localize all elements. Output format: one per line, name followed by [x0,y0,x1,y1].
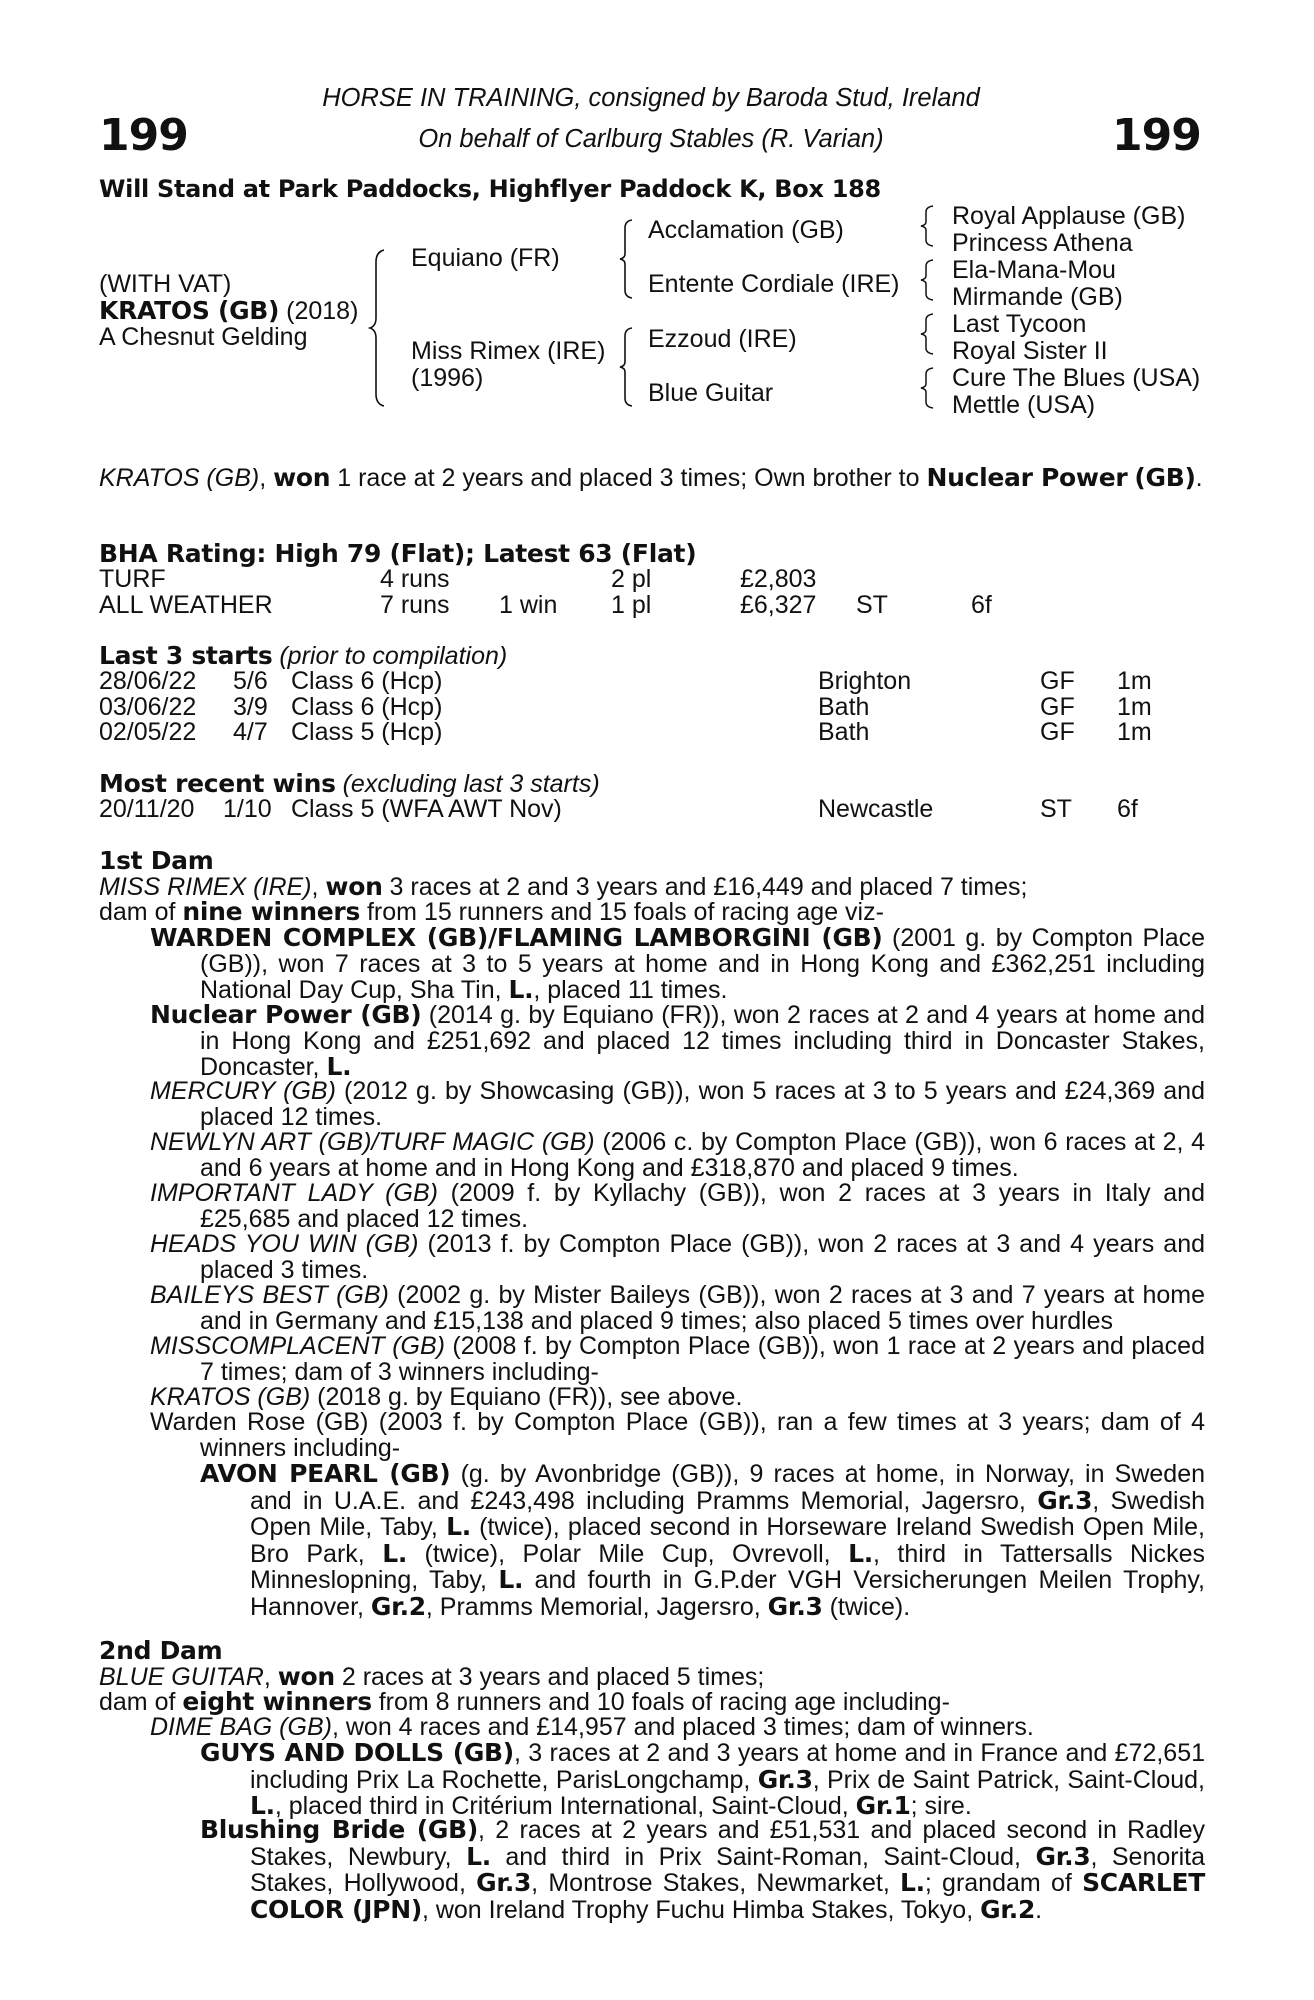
start-date: 02/05/22 [99,718,197,747]
produce-name: Blushing Bride (GB) [200,1815,479,1844]
summary-horse: KRATOS (GB) [99,464,260,492]
recent-table [99,797,1209,823]
dam2-grandproduce-2 [200,1817,1205,1923]
group-mark: Gr.3 [476,1868,532,1898]
recent-note: (excluding last 3 starts) [335,770,600,798]
produce-record: (2014 g. by Equiano (FR)), won 2 races at 2 and 4 years at home and in Hong Kong and £251,692 and placed 12 times including third in Doncaster Stakes, Doncaster, [200,1001,1205,1082]
rating-table [99,567,1209,618]
dam2-name: BLUE GUITAR [99,1663,264,1691]
group-mark: Gr.3 [1037,1485,1093,1515]
produce-record-end: (twice). [822,1592,911,1621]
listed-mark: L. [508,975,534,1005]
lot-number-right: 199 [1112,110,1201,161]
brace-sire [620,218,636,300]
produce-record: , Senorita Stakes, Hollywood, [250,1842,1205,1898]
summary-end: . [1195,464,1203,492]
start-class: Class 5 (Hcp) [291,718,443,747]
produce-record: (2009 f. by Kyllachy (GB)), won 2 races at 3 years in Italy and £25,685 and placed 12 times. [200,1179,1205,1233]
dam-year: (1996) [411,364,484,392]
group-mark: Gr.3 [757,1764,813,1794]
sire-name: Equiano (FR) [411,244,560,272]
listed-mark: L. [446,1512,471,1542]
start-class: Class 6 (Hcp) [291,692,443,721]
rating-runs: 4 runs [380,565,450,593]
produce-record: , Pramms Memorial, Jagersro, [425,1592,768,1621]
produce-record: , Montrose Stakes, Newmarket, [531,1869,901,1898]
rating-placed: 2 pl [611,565,652,593]
last3-title: Last 3 starts [99,641,273,670]
horse-description: A Chesnut Gelding [99,323,308,351]
produce-record: (2002 g. by Mister Baileys (GB)), won 2 races at 3 and 7 years at home and in Germany and £15,138 and placed 9 times; also placed 5 times over hurdles [200,1281,1205,1335]
dam1-line1: MISS RIMEX (IRE), won 3 races at 2 and 3 years and £16,449 and placed 7 times; [99,872,1028,901]
produce-record: ; grandam of [924,1869,1083,1898]
rating-placed: 1 pl [611,590,652,619]
dam2-foals: from 8 runners and 10 foals of racing age including- [371,1688,950,1716]
recent-title: Most recent wins [99,769,336,798]
listed-mark: L. [250,1791,275,1821]
produce-record: (twice), Polar Mile Cup, Ovrevoll, [407,1539,849,1568]
rating-row-aw [99,590,1209,619]
dam2-record: 2 races at 3 years and placed 5 times; [334,1663,765,1691]
gen3-4: Mirmande (GB) [952,283,1123,311]
produce-5 [150,1181,1205,1232]
produce-record: , Prix de Saint Patrick, Saint-Cloud, [812,1765,1205,1794]
produce-name: KRATOS (GB) [150,1383,311,1411]
start-going: GF [1040,718,1075,747]
last3-table [99,669,1209,746]
group-mark: Gr.3 [767,1591,823,1621]
produce-9 [150,1385,742,1411]
start-going: GF [1040,667,1075,695]
start-date: 28/06/22 [99,667,197,695]
dam1-damof: dam of [99,898,183,926]
win-going: ST [1040,795,1072,823]
rating-runs: 7 runs [380,590,450,619]
horse-title [99,298,358,325]
win-course: Newcastle [818,795,934,823]
group-mark: Gr.2 [370,1591,426,1621]
produce-record: and third in Prix Saint-Roman, Saint-Cloud, [490,1842,1036,1871]
dam1-winners: nine winners [182,897,361,926]
produce-name: NEWLYN ART (GB)/TURF MAGIC (GB) [150,1128,595,1156]
produce-record-end: , placed 11 times. [533,976,728,1005]
produce-record: , won Ireland Trophy Fuchu Himba Stakes, Tokyo, [421,1895,981,1924]
brace-dam [620,326,636,408]
produce-8 [150,1334,1205,1385]
start-position: 4/7 [233,718,268,747]
location-line: Will Stand at Park Paddocks, Highflyer Paddock K, Box 188 [99,175,881,203]
sire-dam: Entente Cordiale (IRE) [648,270,900,298]
produce-name: Nuclear Power (GB) [150,1000,422,1029]
dam1-title: 1st Dam [99,846,214,875]
dam2-line1: BLUE GUITAR, won 2 races at 3 years and placed 5 times; [99,1662,765,1691]
group-mark: Gr.3 [1035,1841,1091,1871]
consignor-line: HORSE IN TRAINING, consigned by Baroda Stud, Ireland [322,84,980,112]
win-distance: 6f [1117,795,1138,823]
gen3-6: Royal Sister II [952,337,1108,365]
group-mark: Gr.1 [855,1791,911,1821]
gen3-2: Princess Athena [952,229,1133,257]
produce-record: , won 4 races and £14,957 and placed 3 times; dam of winners. [331,1713,1034,1741]
rating-title: BHA Rating: High 79 (Flat); Latest 63 (Flat) [99,539,697,568]
produce-6 [150,1232,1205,1283]
start-distance: 1m [1117,692,1152,721]
produce-record: (2006 c. by Compton Place (GB)), won 6 races at 2, 4 and 6 years at home and in Hong Kong and £318,870 and placed 9 times. [200,1128,1205,1182]
start-distance: 1m [1117,718,1152,747]
dam1-name: MISS RIMEX (IRE) [99,873,312,901]
produce-record: (g. by Avonbridge (GB)), 9 races at home, in Norway, in Sweden and in U.A.E. and £243,498 including Pramms Memorial, Jagersro, [250,1460,1206,1515]
produce-record: (2013 f. by Compton Place (GB)), won 2 races at 3 and 4 years and placed 3 times. [200,1230,1206,1284]
produce-record: , placed third in Critérium International, Saint-Cloud, [274,1792,856,1821]
dam2-winners: eight winners [182,1687,372,1716]
start-course: Bath [818,692,870,721]
lot-number-left: 199 [99,110,188,161]
rating-surface: ALL WEATHER [99,590,273,619]
summary-text: 1 race at 2 years and placed 3 times; Own brother to [330,464,927,492]
dam2-title: 2nd Dam [99,1636,223,1665]
summary-won: won [273,463,331,492]
horse-year: (2018) [286,297,359,325]
produce-record-end: . [1035,1895,1043,1924]
summary-paragraph: KRATOS (GB), won 1 race at 2 years and placed 3 times; Own brother to Nuclear Power (GB). [99,463,1203,492]
produce-name: SCARLET COLOR (JPN) [250,1868,1205,1924]
produce-name: GUYS AND DOLLS (GB) [200,1738,514,1767]
win-date: 20/11/20 [99,795,195,823]
dam2-won: won [277,1662,335,1691]
start-position: 5/6 [233,667,268,695]
start-position: 3/9 [233,692,268,721]
produce-1 [150,925,1205,1004]
recent-row [99,797,1209,823]
start-distance: 1m [1117,667,1152,695]
gen3-7: Cure The Blues (USA) [952,364,1201,392]
dam-sire: Ezzoud (IRE) [648,325,797,353]
start-course: Bath [818,718,870,747]
produce-name: WARDEN COMPLEX (GB)/FLAMING LAMBORGINI (GB) [150,923,883,952]
produce-name: AVON PEARL (GB) [200,1459,451,1488]
gen3-1: Royal Applause (GB) [952,202,1186,230]
brace-main [370,248,390,408]
listed-mark: L. [466,1841,491,1871]
produce-record: , Swedish Open Mile, Taby, [250,1486,1205,1542]
produce-3 [150,1079,1205,1130]
produce-name: MERCURY (GB) [150,1077,336,1105]
produce-record-end: ; sire. [910,1792,972,1821]
produce-name: HEADS YOU WIN (GB) [150,1230,419,1258]
on-behalf-line: On behalf of Carlburg Stables (R. Varian) [418,125,884,153]
rating-distance: 6f [971,590,992,619]
grandproduce-1 [200,1461,1205,1621]
summary-brother-suffix: (GB) [1134,463,1196,492]
recent-heading [99,771,600,798]
gen3-5: Last Tycoon [952,310,1087,338]
dam2-line2 [99,1689,950,1716]
sire-sire: Acclamation (GB) [648,216,844,244]
produce-record: , third in Tattersalls Nickes Minneslopning, Taby, [250,1539,1206,1595]
vat-label: (WITH VAT) [99,270,232,298]
produce-name: IMPORTANT LADY (GB) [150,1179,438,1207]
produce-name: BAILEYS BEST (GB) [150,1281,389,1309]
rating-row-turf [99,567,1209,593]
last3-note: (prior to compilation) [272,642,508,670]
last3-row [99,669,1209,695]
produce-record: and fourth in G.P.der VGH Versicherungen Meilen Trophy, Hannover, [250,1566,1205,1621]
win-class: Class 5 (WFA AWT Nov) [291,795,562,823]
listed-mark: L. [498,1565,524,1595]
gen3-8: Mettle (USA) [952,391,1096,419]
dam1-won: won [325,872,383,901]
dam1-foals: from 15 runners and 15 foals of racing age viz- [360,898,884,926]
produce-name: DIME BAG (GB) [150,1713,332,1741]
group-mark: Gr.2 [980,1894,1036,1924]
rating-prize: £2,803 [740,565,817,593]
brace-gen3 [921,204,935,420]
start-course: Brighton [818,667,912,695]
last3-row [99,692,1209,721]
summary-brother: Nuclear Power [926,463,1128,492]
dam-dam: Blue Guitar [648,379,774,407]
rating-going: ST [856,590,888,619]
gen3-3: Ela-Mana-Mou [952,256,1116,284]
listed-mark: L. [326,1052,352,1082]
start-going: GF [1040,692,1075,721]
rating-surface: TURF [99,565,166,593]
dam1-record: 3 races at 2 and 3 years and £16,449 and placed 7 times; [382,873,1028,901]
produce-record: , 3 races at 2 and 3 years at home and in France and £72,651 including Prix La Rochette, ParisLongchamp, [250,1739,1205,1794]
dam1-line2 [99,899,884,926]
produce-record: (2008 f. by Compton Place (GB)), won 1 race at 2 years and placed 7 times; dam of 3 winners including- [200,1332,1205,1386]
produce-record: (2001 g. by Compton Place (GB)), won 7 races at 3 to 5 years at home and in Hong Kong and £362,251 including National Day Cup, Sha Tin, [200,924,1205,1005]
last3-row [99,720,1209,746]
horse-name: KRATOS (GB) [99,296,280,325]
rating-wins: 1 win [499,590,558,619]
start-date: 03/06/22 [99,692,197,721]
produce-record: , 2 races at 2 years and £51,531 and placed second in Radley Stakes, Newbury, [250,1816,1205,1871]
produce-7 [150,1283,1205,1334]
produce-record: (2012 g. by Showcasing (GB)), won 5 races at 3 to 5 years and £24,369 and placed 12 times. [200,1077,1205,1131]
start-class: Class 6 (Hcp) [291,667,443,695]
listed-mark: L. [382,1538,408,1568]
produce-2 [150,1002,1205,1081]
dam2-grandproduce-1 [200,1740,1205,1820]
produce-4 [150,1130,1205,1181]
rating-prize: £6,327 [740,590,817,619]
produce-10: Warden Rose (GB) (2003 f. by Compton Place (GB)), ran a few times at 3 years; dam of 4 winners including- [150,1408,1205,1462]
dam-name: Miss Rimex (IRE) [411,337,606,365]
dam2-damof: dam of [99,1688,183,1716]
last3-heading [99,643,507,670]
listed-mark: L. [900,1868,925,1898]
listed-mark: L. [848,1538,873,1568]
win-position: 1/10 [223,795,272,823]
dam2-produce-1 [150,1715,1034,1741]
produce-record: (twice), placed second in Horseware Ireland Swedish Open Mile, Bro Park, [250,1513,1205,1568]
produce-record: (2018 g. by Equiano (FR)), see above. [310,1383,743,1411]
produce-name: MISSCOMPLACENT (GB) [150,1332,445,1360]
